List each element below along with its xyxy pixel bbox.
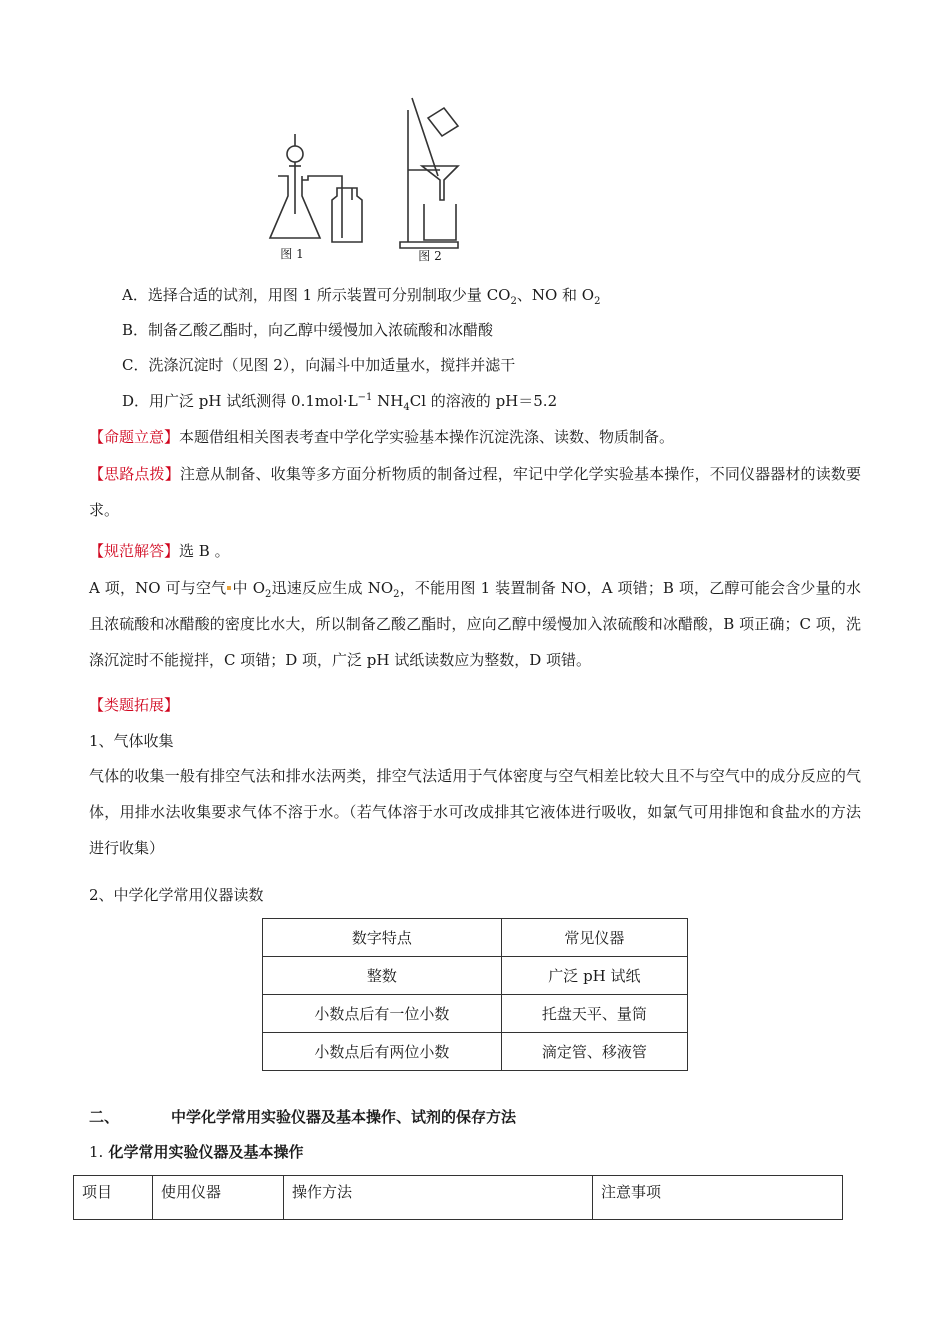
delivery-tube: [302, 176, 342, 188]
item2-title: 2、中学化学常用仪器读数: [89, 886, 264, 904]
item1-paragraph: 气体的收集一般有排空气法和排水法两类，排空气法适用于气体密度与空气相差比较大且不与空气中的成分反应的气体，用排水法收集要求气体不溶于水。（若气体溶于水可改成排其它液体进行吸收，如氯气可用排饱和食盐水的方法进行收集）: [89, 767, 861, 857]
table-row: 整数 广泛 pH 试纸: [263, 957, 688, 995]
option-d: D．用广泛 pH 试纸测得 $0.1mol\cdot L^{-1}$ $NH_4Cl$ 的溶液的 pH＝5.2: [122, 392, 558, 413]
table-header-row: 项目 使用仪器 操作方法 注意事项: [74, 1176, 843, 1220]
section-2-heading: [89, 1106, 516, 1128]
glass-rod: [412, 98, 438, 176]
intent-line: 【命题立意】本题借组相关图表考查中学化学实验基本操作沉淀洗涤、读数、物质制备。: [89, 428, 675, 446]
separatory-funnel: [287, 146, 303, 162]
operations-table: [73, 1175, 843, 1220]
hint-paragraph: 【思路点拨】注意从制备、收集等多方面分析物质的制备过程，牢记中学化学实验基本操作，不同仪器器材的读数要求。: [89, 465, 861, 519]
extension-tag-line: [89, 694, 179, 716]
subsection-1-heading: 1. 化学常用实验仪器及基本操作: [89, 1143, 304, 1161]
filter-funnel: [422, 166, 458, 200]
table-header-row: 数字特点 常见仪器: [263, 919, 688, 957]
table-row: 小数点后有一位小数 托盘天平、量筒: [263, 995, 688, 1033]
hint-tag: 【思路点拨】: [89, 465, 180, 483]
intent-tag: 【命题立意】: [89, 428, 180, 446]
explanation-paragraph: A 项，NO 可与空气 中 $O_2$迅速反应生成 $NO_2$，不能用图 1 装置制备 NO，A 项错；B 项，乙醇可能会含少量的水且浓硫酸和冰醋酸的密度比水大，所以制备乙酸乙酯时，应向乙醇中缓慢加入浓硫酸和冰醋酸，B 项正确；C 项，洗涤沉淀时不能搅拌，C 项错；D 项，广泛 pH 试纸读数应为整数，D 项错。: [89, 579, 861, 669]
beaker: [424, 204, 456, 240]
option-c: C．洗涤沉淀时（见图 2），向漏斗中加适量水，搅拌并滤干: [122, 356, 516, 374]
section-2-title: 中学化学常用实验仪器及基本操作、试剂的保存方法: [171, 1108, 517, 1126]
pouring-beaker: [428, 108, 458, 136]
gas-bottle: [332, 188, 362, 242]
apparatus-figure: [262, 96, 474, 264]
item1-title: 1、气体收集: [89, 732, 174, 750]
extension-tag: 【类题拓展】: [89, 696, 180, 714]
figure-2-label: 图 2: [418, 249, 442, 263]
figure-1-label: 图 1: [280, 247, 304, 261]
table-row: 小数点后有两位小数 滴定管、移液管: [263, 1033, 688, 1071]
stand-base: [400, 242, 458, 248]
answer-line: 【规范解答】选 B 。: [89, 542, 230, 560]
option-a: A．选择合适的试剂，用图 1 所示装置可分别制取少量 $CO_2$、NO 和 $O_2$: [122, 286, 601, 307]
apparatus-diagram: [262, 96, 474, 264]
answer-tag: 【规范解答】: [89, 542, 180, 560]
section-2-number: 二、: [89, 1108, 120, 1126]
option-b: B．制备乙酸乙酯时，向乙醇中缓慢加入浓硫酸和冰醋酸: [122, 321, 494, 339]
instrument-reading-table: [262, 918, 688, 1071]
